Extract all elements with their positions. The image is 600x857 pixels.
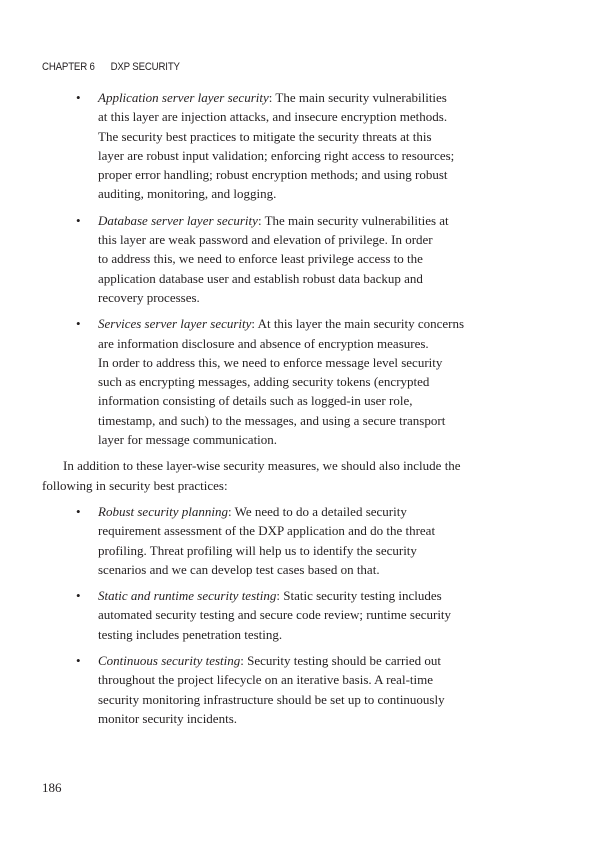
bullet-text: : Security testing should be carried out — [240, 653, 442, 669]
bullet-term: Services server layer security — [98, 316, 252, 332]
bullet-item — [0, 586, 600, 644]
bullet-item — [0, 211, 600, 307]
bullet-line: The security best practices to mitigate the security threats at this — [98, 128, 432, 144]
bullet-text: : We need to do a detailed security — [228, 503, 407, 519]
bullet-line: such as encrypting messages, adding security tokens (encrypted — [98, 374, 430, 390]
bullet-icon: • — [76, 90, 81, 105]
bullet-line — [98, 502, 600, 521]
bullet-term: Continuous security testing — [98, 653, 241, 669]
bullet-line: this layer are weak password and elevation of privilege. In order — [98, 232, 433, 248]
bullet-line — [98, 651, 600, 670]
bullet-text: : At this layer the main security concerns — [251, 316, 465, 332]
bullet-icon: • — [76, 212, 81, 228]
paragraph — [0, 456, 600, 495]
paragraph-line: In addition to these layer-wise security measures, we should also include the — [63, 458, 461, 474]
bullet-line: at this layer are injection attacks, and insecure encryption methods. — [98, 109, 448, 125]
bullet-line: In order to address this, we need to enforce message level security — [98, 354, 443, 370]
bullet-line: security monitoring infrastructure should be set up to continuously — [98, 691, 445, 707]
bullet-item — [0, 88, 600, 204]
bullet-line: information consisting of details such as logged-in user role, — [98, 393, 413, 409]
bullet-line: timestamp, and such) to the messages, and using a secure transport — [98, 412, 446, 428]
bullet-line: requirement assessment of the DXP application and do the threat — [98, 523, 436, 539]
bullet-line: are information disclosure and absence of encryption measures. — [98, 335, 429, 351]
bullet-line: monitor security incidents. — [98, 710, 238, 726]
bullet-item — [0, 651, 600, 728]
bullet-term: Database server layer security — [98, 212, 258, 228]
bullet-line: testing includes penetration testing. — [98, 626, 283, 642]
bullet-item — [0, 314, 600, 449]
bullet-line: proper error handling; robust encryption methods; and using robust — [98, 167, 448, 183]
bullet-text: : The main security vulnerabilities at — [257, 212, 449, 228]
bullet-line: layer for message communication. — [98, 432, 278, 448]
bullet-icon: • — [76, 316, 81, 332]
chapter-title: DXP SECURITY — [110, 61, 180, 73]
bullet-icon: • — [76, 503, 81, 519]
page-body — [0, 88, 600, 735]
bullet-icon: • — [76, 588, 81, 604]
bullet-line — [98, 586, 600, 605]
bullet-term: Application server layer security — [98, 90, 269, 105]
bullet-line: throughout the project lifecycle on an iterative basis. A real-time — [98, 672, 433, 688]
paragraph-line: following in security best practices: — [42, 477, 228, 493]
bullet-line: auditing, monitoring, and logging. — [98, 186, 277, 202]
chapter-label: CHAPTER 6 — [42, 61, 95, 73]
bullet-line: scenarios and we can develop test cases based on that. — [98, 561, 380, 577]
bullet-line — [98, 314, 600, 333]
bullet-icon: • — [76, 653, 81, 669]
bullet-text: : Static security testing includes — [276, 588, 442, 604]
bullet-line: automated security testing and secure code review; runtime security — [98, 607, 452, 623]
bullet-term: Robust security planning — [98, 503, 228, 519]
bullet-line: profiling. Threat profiling will help us to identify the security — [98, 542, 417, 558]
bullet-line — [98, 88, 600, 107]
bullet-line: to address this, we need to enforce least privilege access to the — [98, 251, 423, 267]
running-header — [42, 61, 196, 73]
bullet-term: Static and runtime security testing — [98, 588, 277, 604]
bullet-line: recovery processes. — [98, 289, 200, 305]
bullet-line — [98, 211, 600, 230]
bullet-item — [0, 502, 600, 579]
page-number: 186 — [42, 780, 62, 795]
bullet-text: : The main security vulnerabilities — [268, 90, 447, 105]
bullet-line: application database user and establish robust data backup and — [98, 270, 423, 286]
bullet-line: layer are robust input validation; enforcing right access to resources; — [98, 147, 455, 163]
